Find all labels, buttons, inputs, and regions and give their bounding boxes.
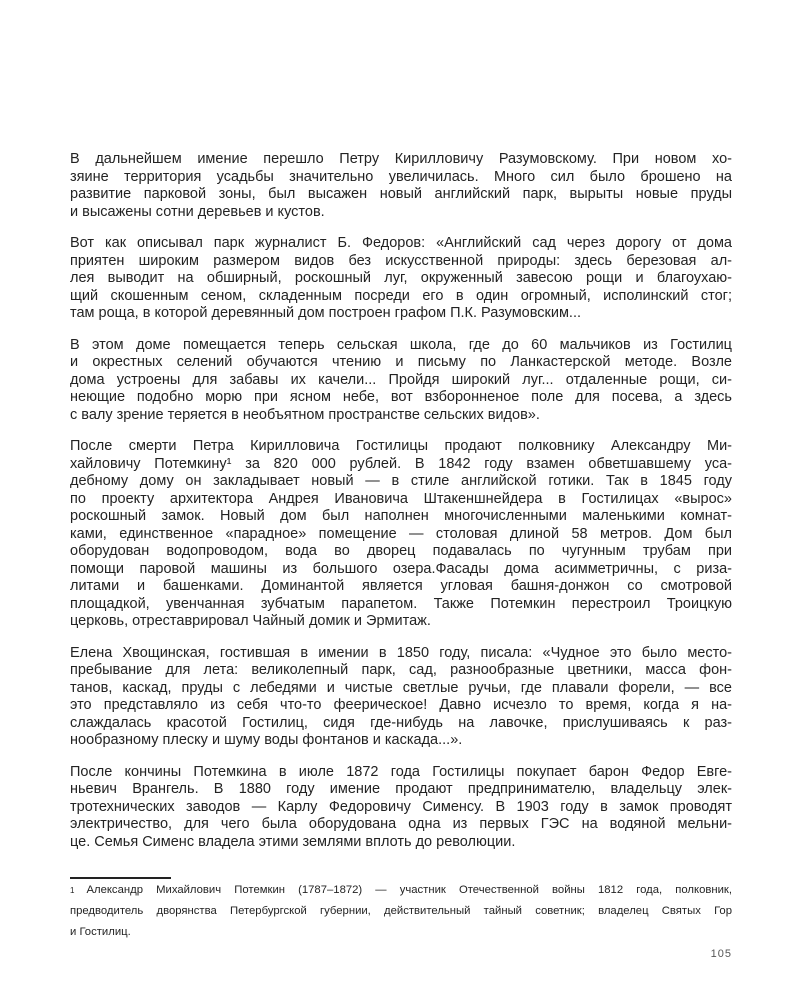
text-line: В дальнейшем имение перешло Петру Кирилловичу Разумовскому. При новом хо- <box>70 151 732 167</box>
text-line: литами и башенками. Доминантой является угловая башня-донжон со смотровой <box>70 578 732 594</box>
text-line: зяине территория усадьбы значительно увеличилась. Много сил было брошено на <box>70 168 732 185</box>
text-line: приятен широким размером видов без искусственной природы: здесь березовая ал- <box>70 252 732 269</box>
footnote-line-2: предводитель дворянства Петербургской губернии, действительный тайный советник; владелец Святых Гор <box>70 905 732 917</box>
text-line: Елена Хвощинская, гостившая в имении в 1850 году, писала: «Чудное это было место- <box>70 644 732 661</box>
footnote-separator <box>70 877 171 879</box>
text-line: развитие парковой зоны, был высажен новый английский парк, вырыты новые пруды <box>70 186 732 202</box>
footnote-mark: 1 <box>70 886 75 895</box>
text-line: там роща, в которой деревянный дом построен графом П.К. Разумовским... <box>70 305 582 321</box>
paragraph-3 <box>70 337 732 425</box>
text-line: лея выводит на обширный, роскошный луг, окруженный завесою рощи и благоухаю- <box>70 270 732 286</box>
text-line: После кончины Потемкина в июле 1872 года Гостилицы покупает барон Федор Евге- <box>70 763 732 780</box>
body-text <box>70 151 732 865</box>
text-line: щий скошенным сеном, складенным посреди его в один огромный, исполинский стог; <box>70 287 732 304</box>
text-line: нообразному плеску и шуму воды фонтанов и каскада...». <box>70 732 463 748</box>
text-line: ками, единственное «парадное» помещение — столовая длиной 58 метров. Дом был <box>70 525 732 542</box>
text-line: дебному дому он закладывает новый — в стиле английской готики. Так в 1845 году <box>70 473 732 489</box>
paragraph-5 <box>70 645 732 750</box>
text-line: тротехнических заводов — Карлу Федоровичу Сименсу. В 1903 году в замок проводят <box>70 798 732 815</box>
text-line: хайловичу Потемкину¹ за 820 000 рублей. В 1842 году взамен обветшавшему уса- <box>70 455 732 472</box>
text-line: помощи паровой машины из большого озера.Фасады дома асимметричны, с риза- <box>70 560 732 577</box>
paragraph-4 <box>70 438 732 631</box>
text-line: дома устроены для забавы их качели... Пройдя широкий луг... отдаленные рощи, си- <box>70 371 732 388</box>
text-line: и окрестных селений обучаются чтению и письму по Ланкастерской методе. Возле <box>70 354 732 370</box>
text-line: оборудован водопроводом, вода во дворец подавалась по чугунным трубам при <box>70 543 732 559</box>
text-line: це. Семья Сименс владела этими землями вплоть до революции. <box>70 833 516 850</box>
text-line: с валу зрение теряется в необъятном пространстве сельских видов». <box>70 406 540 423</box>
footnote-line-3: и Гостилиц. <box>70 926 131 938</box>
text-line: танов, каскад, пруды с лебедями и чистые светлые ручьи, где плавали форели, — все <box>70 679 732 696</box>
text-line: площадкой, увенчанная зубчатым парапетом. Также Потемкин перестроил Троицкую <box>70 595 732 612</box>
text-line: роскошный замок. Новый дом был наполнен многочисленными маленькими комнат- <box>70 508 732 524</box>
text-line: неющие подобно морю при ясном небе, вот взборонненое поле для посева, а здесь <box>70 389 732 405</box>
text-line: В этом доме помещается теперь сельская школа, где до 60 мальчиков из Гостилиц <box>70 336 732 353</box>
paragraph-1 <box>70 151 732 221</box>
text-line: Вот как описывал парк журналист Б. Федоров: «Английский сад через дорогу от дома <box>70 235 732 251</box>
text-line: ньевич Врангель. В 1880 году имение продают предпринимателю, владельцу элек- <box>70 781 732 797</box>
paragraph-2 <box>70 235 732 323</box>
text-line: слаждалась красотой Гостилиц, сидя где-нибудь на лавочке, прислушиваясь к раз- <box>70 714 732 731</box>
footnote <box>70 880 732 943</box>
text-line: церковь, отреставрировал Чайный домик и Эрмитаж. <box>70 613 431 629</box>
paragraph-6 <box>70 764 732 852</box>
text-line: и высажены сотни деревьев и кустов. <box>70 203 325 220</box>
footnote-text-1: Александр Михайлович Потемкин (1787–1872) — участник Отечественной войны 1812 года, полковник, <box>86 884 732 896</box>
text-line: по проекту архитектора Андрея Ивановича Штакеншнейдера в Гостилицах «вырос» <box>70 490 732 507</box>
text-line: электричество, для чего была оборудована одна из первых ГЭС на водяной мельни- <box>70 816 732 832</box>
text-line: пребывание для лета: великолепный парк, сад, разнообразные цветники, масса фон- <box>70 662 732 678</box>
text-line: После смерти Петра Кирилловича Гостилицы продают полковнику Александру Ми- <box>70 438 732 454</box>
text-line: это представляло из себя что-то феерическое! Давно исчезло то время, когда я на- <box>70 697 732 713</box>
page-number: 105 <box>710 948 732 960</box>
footnote-line-1 <box>70 880 732 901</box>
